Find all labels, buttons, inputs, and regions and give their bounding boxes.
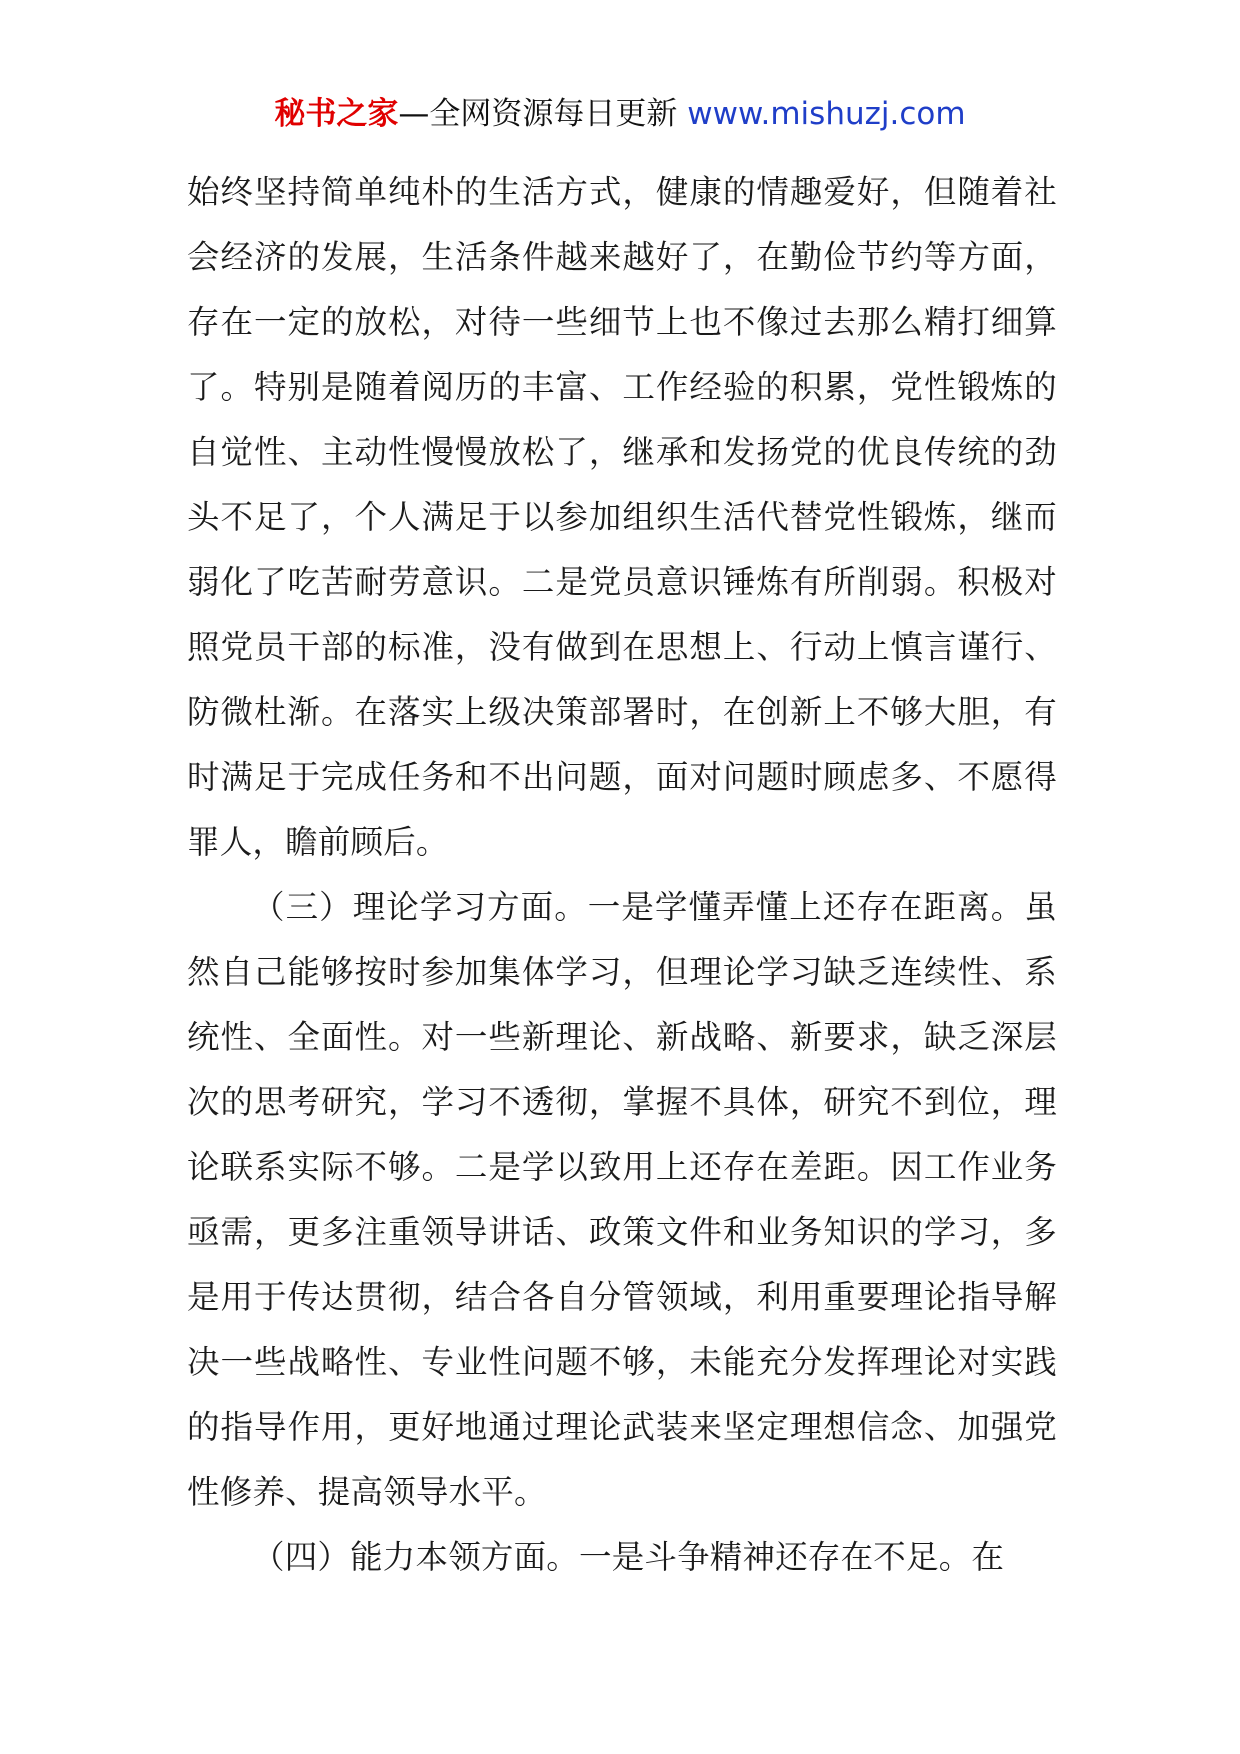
- site-url[interactable]: www.mishuzj.com: [687, 96, 966, 132]
- document-body: [187, 160, 1057, 1590]
- paragraph-capability: （四）能力本领方面。一是斗争精神还存在不足。在: [252, 1538, 1005, 1576]
- paragraph-continuation: 始终坚持简单纯朴的生活方式，健康的情趣爱好，但随着社会经济的发展，生活条件越来越好了，在勤俭节约等方面，存在一定的放松，对待一些细节上也不像过去那么精打细算了。特别是随着阅历的丰富、工作经验的积累，党性锻炼的自觉性、主动性慢慢放松了，继承和发扬党的优良传统的劲头不足了，个人满足于以参加组织生活代替党性锻炼，继而弱化了吃苦耐劳意识。二是党员意识锤炼有所削弱。积极对照党员干部的标准，没有做到在思想上、行动上慎言谨行、防微杜渐。在落实上级决策部署时，在创新上不够大胆，有时满足于完成任务和不出问题，面对问题时顾虑多、不愿得罪人，瞻前顾后。: [187, 173, 1057, 861]
- page-header: [0, 94, 1240, 134]
- site-tagline: —全网资源每日更新: [398, 96, 688, 132]
- site-brand: 秘书之家: [274, 96, 399, 132]
- paragraph-theory-study: （三）理论学习方面。一是学懂弄懂上还存在距离。虽然自己能够按时参加集体学习，但理论学习缺乏连续性、系统性、全面性。对一些新理论、新战略、新要求，缺乏深层次的思考研究，学习不透彻，掌握不具体，研究不到位，理论联系实际不够。二是学以致用上还存在差距。因工作业务亟需，更多注重领导讲话、政策文件和业务知识的学习，多是用于传达贯彻，结合各自分管领域，利用重要理论指导解决一些战略性、专业性问题不够，未能充分发挥理论对实践的指导作用，更好地通过理论武装来坚定理想信念、加强党性修养、提高领导水平。: [187, 888, 1057, 1511]
